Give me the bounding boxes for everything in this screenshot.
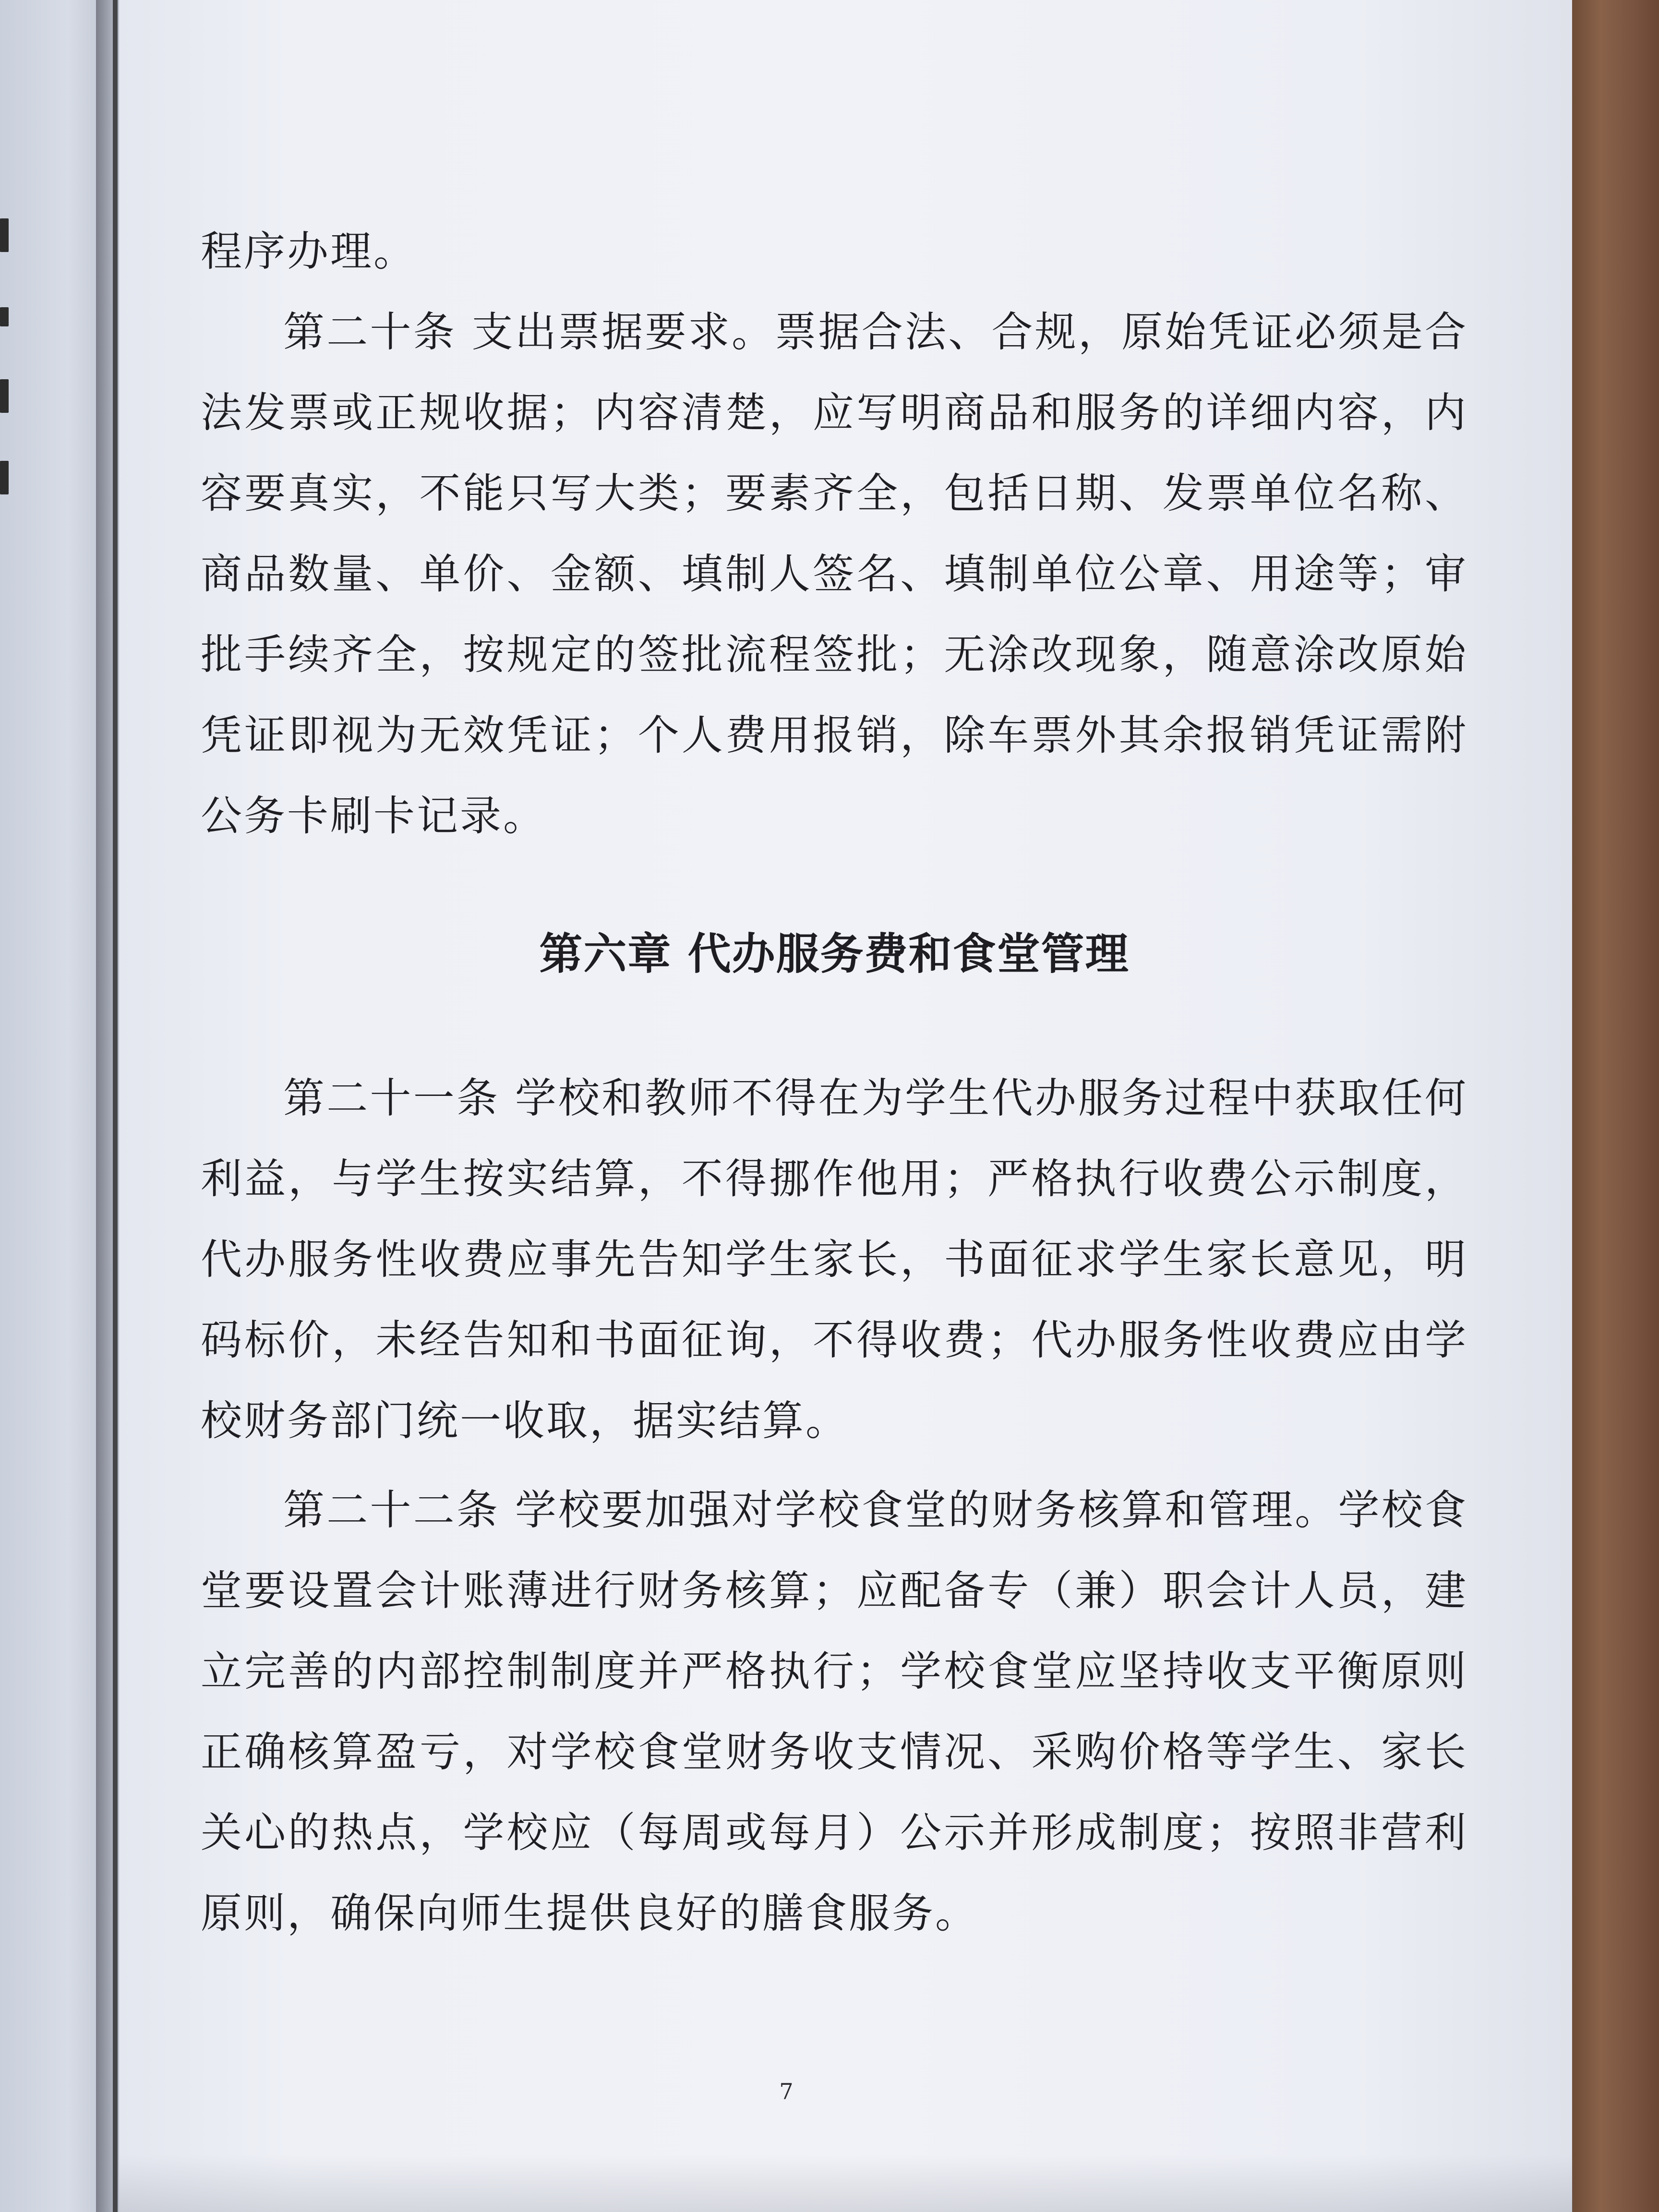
previous-page-text-fragment [0,218,9,252]
previous-page-text-fragment [0,379,9,413]
table-surface [1570,0,1659,2212]
page-body [201,211,1468,1954]
page-number: 7 [779,2079,793,2104]
paragraph-gap [201,1461,1468,1470]
article-21: 第二十一条 学校和教师不得在为学生代办服务过程中获取任何利益，与学生按实结算，不得挪作他用；严格执行收费公示制度，代办服务性收费应事先告知学生家长，书面征求学生家长意见，明码标价，未经告知和书面征询，不得收费；代办服务性收费应由学校财务部门统一收取，据实结算。 [201,1074,1468,1445]
previous-page-text-fragment [0,461,9,494]
document-page [118,0,1572,2212]
article-20: 第二十条 支出票据要求。票据合法、合规，原始凭证必须是合法发票或正规收据；内容清楚，应写明商品和服务的详细内容，内容要真实，不能只写大类；要素齐全，包括日期、发票单位名称、商品数量、单价、金额、填制人签名、填制单位公章、用途等；审批手续齐全，按规定的签批流程签批；无涂改现象，随意涂改原始凭证即视为无效凭证；个人费用报销，除车票外其余报销凭证需附公务卡刷卡记录。 [201,308,1468,840]
previous-page-text-fragment [0,307,9,326]
chapter-title: 第六章 代办服务费和食堂管理 [539,929,1130,979]
paragraph-continuation: 程序办理。 [201,228,417,276]
article-22: 第二十二条 学校要加强对学校食堂的财务核算和管理。学校食堂要设置会计账薄进行财务核算；应配备专（兼）职会计人员，建立完善的内部控制制度并严格执行；学校食堂应坚持收支平衡原则正确核算盈亏，对学校食堂财务收支情况、采购价格等学生、家长关心的热点，学校应（每周或每月）公示并形成制度；按照非营利原则，确保向师生提供良好的膳食服务。 [201,1486,1468,1937]
page-bottom-shadow [119,2154,1574,2212]
